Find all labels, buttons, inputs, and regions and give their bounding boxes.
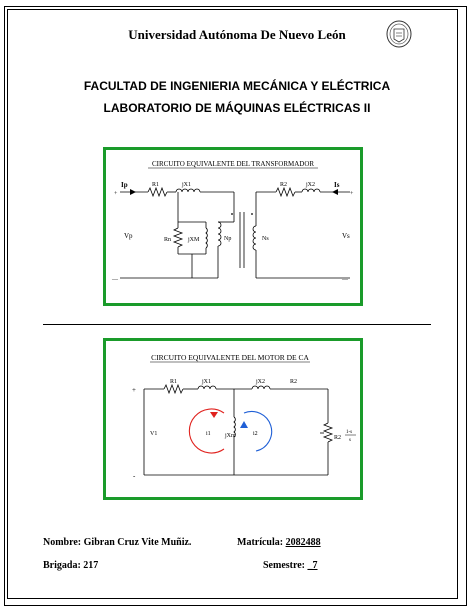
student-name: Nombre: Gibran Cruz Vite Muñiz. — [43, 537, 192, 548]
lab-title: LABORATORIO DE MÁQUINAS ELÉCTRICAS II — [103, 101, 371, 115]
matricula-value: 2082488 — [285, 537, 321, 548]
transformer-circuit-figure — [103, 147, 363, 306]
transformer-circuit-diagram — [106, 150, 360, 303]
svg-text:R2: R2 — [290, 379, 298, 385]
svg-text:R1: R1 — [152, 182, 160, 188]
separator-line — [43, 324, 431, 325]
semestre-value: _7 — [307, 560, 318, 571]
svg-text:Ip: Ip — [121, 181, 128, 189]
figure2-title: CIRCUITO EQUIVALENTE DEL MOTOR DE CA — [151, 353, 309, 362]
svg-text:Vp: Vp — [124, 232, 133, 240]
svg-text:Rn: Rn — [164, 237, 172, 243]
svg-text:+: + — [114, 191, 118, 197]
university-title: Universidad Autónoma De Nuevo León — [128, 27, 346, 42]
svg-text:+: + — [132, 386, 136, 394]
svg-text:-: - — [133, 472, 136, 480]
matricula: Matrícula: 2082488 — [237, 537, 321, 548]
brigada: Brigada: 217 — [43, 560, 99, 571]
svg-text:—: — — [342, 277, 348, 283]
svg-text:jXM: jXM — [188, 237, 200, 243]
svg-text:Ns: Ns — [262, 236, 269, 242]
university-seal-icon — [385, 19, 413, 49]
svg-text:s: s — [349, 438, 351, 443]
motor-circuit-figure — [103, 338, 363, 500]
motor-circuit-diagram — [106, 341, 360, 497]
svg-text:+: + — [350, 191, 354, 197]
svg-text:V1: V1 — [150, 431, 158, 437]
svg-text:1-s: 1-s — [346, 430, 353, 435]
faculty-title: FACULTAD DE INGENIERIA MECÁNICA Y ELÉCTRICA — [83, 79, 391, 93]
svg-text:R2: R2 — [334, 435, 342, 441]
svg-text:Is: Is — [334, 181, 340, 189]
svg-text:i1: i1 — [206, 431, 211, 437]
svg-text:jX2: jX2 — [256, 379, 265, 385]
svg-text:—: — — [112, 277, 118, 283]
svg-text:i2: i2 — [253, 431, 258, 437]
svg-text:jX2: jX2 — [306, 182, 315, 188]
svg-text:R2: R2 — [280, 182, 288, 188]
svg-text:jX1: jX1 — [202, 379, 211, 385]
semestre: Semestre: _7 — [263, 560, 318, 571]
figure1-title: CIRCUITO EQUIVALENTE DEL TRANSFORMADOR — [151, 160, 315, 168]
svg-text:Vs: Vs — [342, 232, 350, 240]
svg-text:Np: Np — [224, 236, 232, 242]
svg-text:jX1: jX1 — [182, 182, 191, 188]
mesh-current-i2-arrow — [244, 411, 272, 451]
svg-text:jXm: jXm — [225, 433, 236, 439]
svg-text:R1: R1 — [170, 379, 178, 385]
